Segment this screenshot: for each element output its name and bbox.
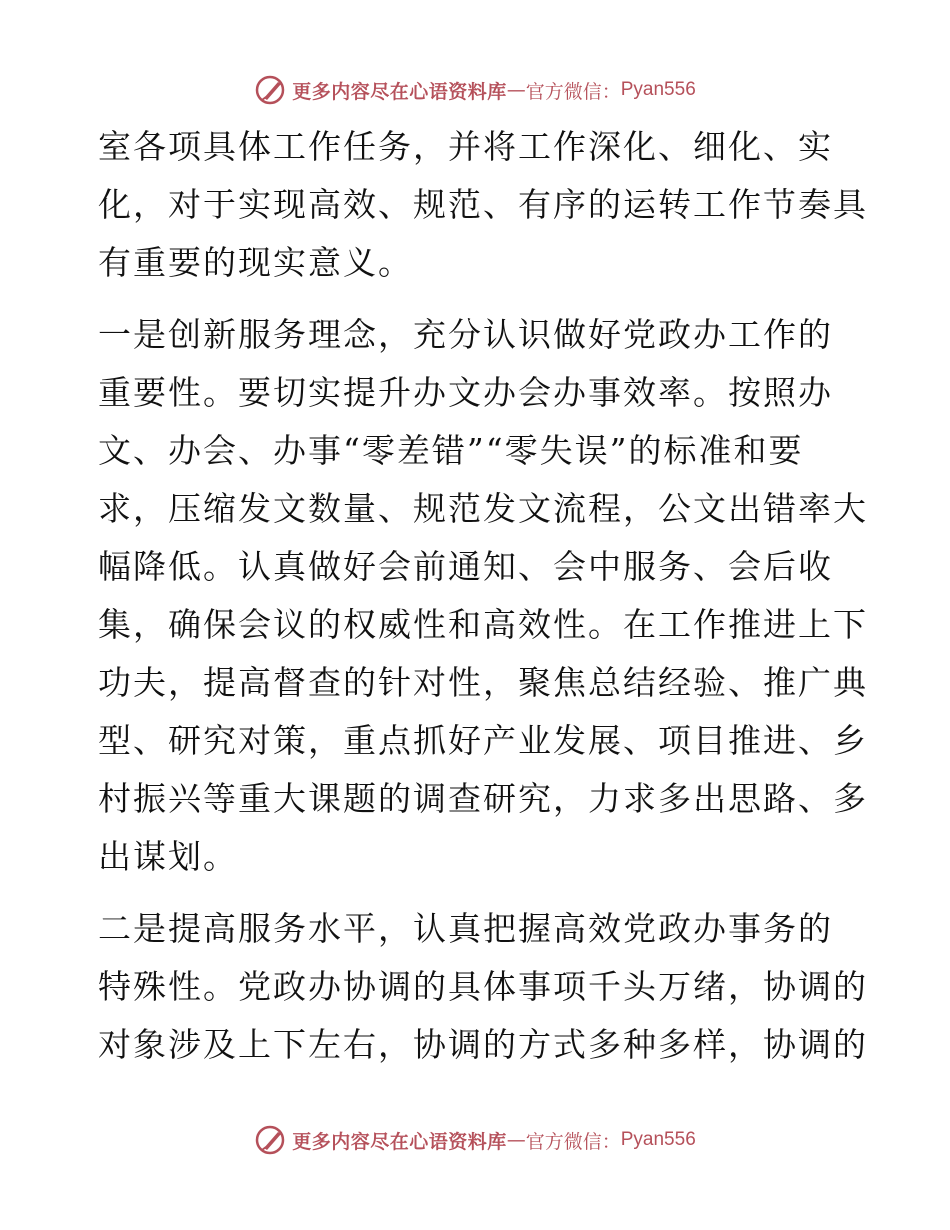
header-banner (0, 70, 950, 110)
banner-wechat-id: Pyan556 (620, 79, 696, 100)
text-line: 室各项具体工作任务，并将工作深化、细化、实 (98, 127, 833, 166)
text-line: 对象涉及上下左右，协调的方式多种多样，协调的 (98, 1025, 868, 1064)
paragraph-1 (98, 118, 868, 292)
text-line: 一是创新服务理念，充分认识做好党政办工作的 (98, 315, 833, 354)
text-line: 化，对于实现高效、规范、有序的运转工作节奏具 (98, 185, 868, 224)
text-line: 二是提高服务水平，认真把握高效党政办事务的 (98, 909, 833, 948)
text-line: 功夫，提高督查的针对性，聚焦总结经验、推广典 (98, 663, 868, 702)
text-line: 出谋划。 (98, 837, 238, 876)
banner-slogan: 更多内容尽在心语资料库 (292, 1130, 507, 1153)
document-body (98, 118, 868, 1074)
text-line: 幅降低。认真做好会前通知、会中服务、会后收 (98, 547, 833, 586)
banner-wechat-id: Pyan556 (620, 1129, 696, 1150)
text-line: 重要性。要切实提升办文办会办事效率。按照办 (98, 373, 833, 412)
text-line: 集，确保会议的权威性和高效性。在工作推进上下 (98, 605, 868, 644)
banner-slogan: 更多内容尽在心语资料库 (292, 80, 507, 103)
text-line: 型、研究对策，重点抓好产业发展、项目推进、乡 (98, 721, 868, 760)
text-line: 村振兴等重大课题的调查研究，力求多出思路、多 (98, 779, 868, 818)
quill-logo-icon (254, 1123, 288, 1157)
banner-wechat-label: 官方微信： (525, 1130, 621, 1153)
footer-banner (0, 1120, 950, 1160)
text-line: 有重要的现实意义。 (98, 243, 413, 282)
text-line: 文、办会、办事“零差错”“零失误”的标准和要 (98, 431, 804, 470)
quill-logo-icon (254, 73, 288, 107)
text-line: 求，压缩发文数量、规范发文流程，公文出错率大 (98, 489, 868, 528)
banner-separator: — (506, 79, 526, 101)
paragraph-2 (98, 306, 868, 886)
banner-separator: — (506, 1129, 526, 1151)
text-line: 特殊性。党政办协调的具体事项千头万绪，协调的 (98, 967, 868, 1006)
banner-wechat-label: 官方微信： (525, 80, 621, 103)
paragraph-3 (98, 900, 868, 1074)
